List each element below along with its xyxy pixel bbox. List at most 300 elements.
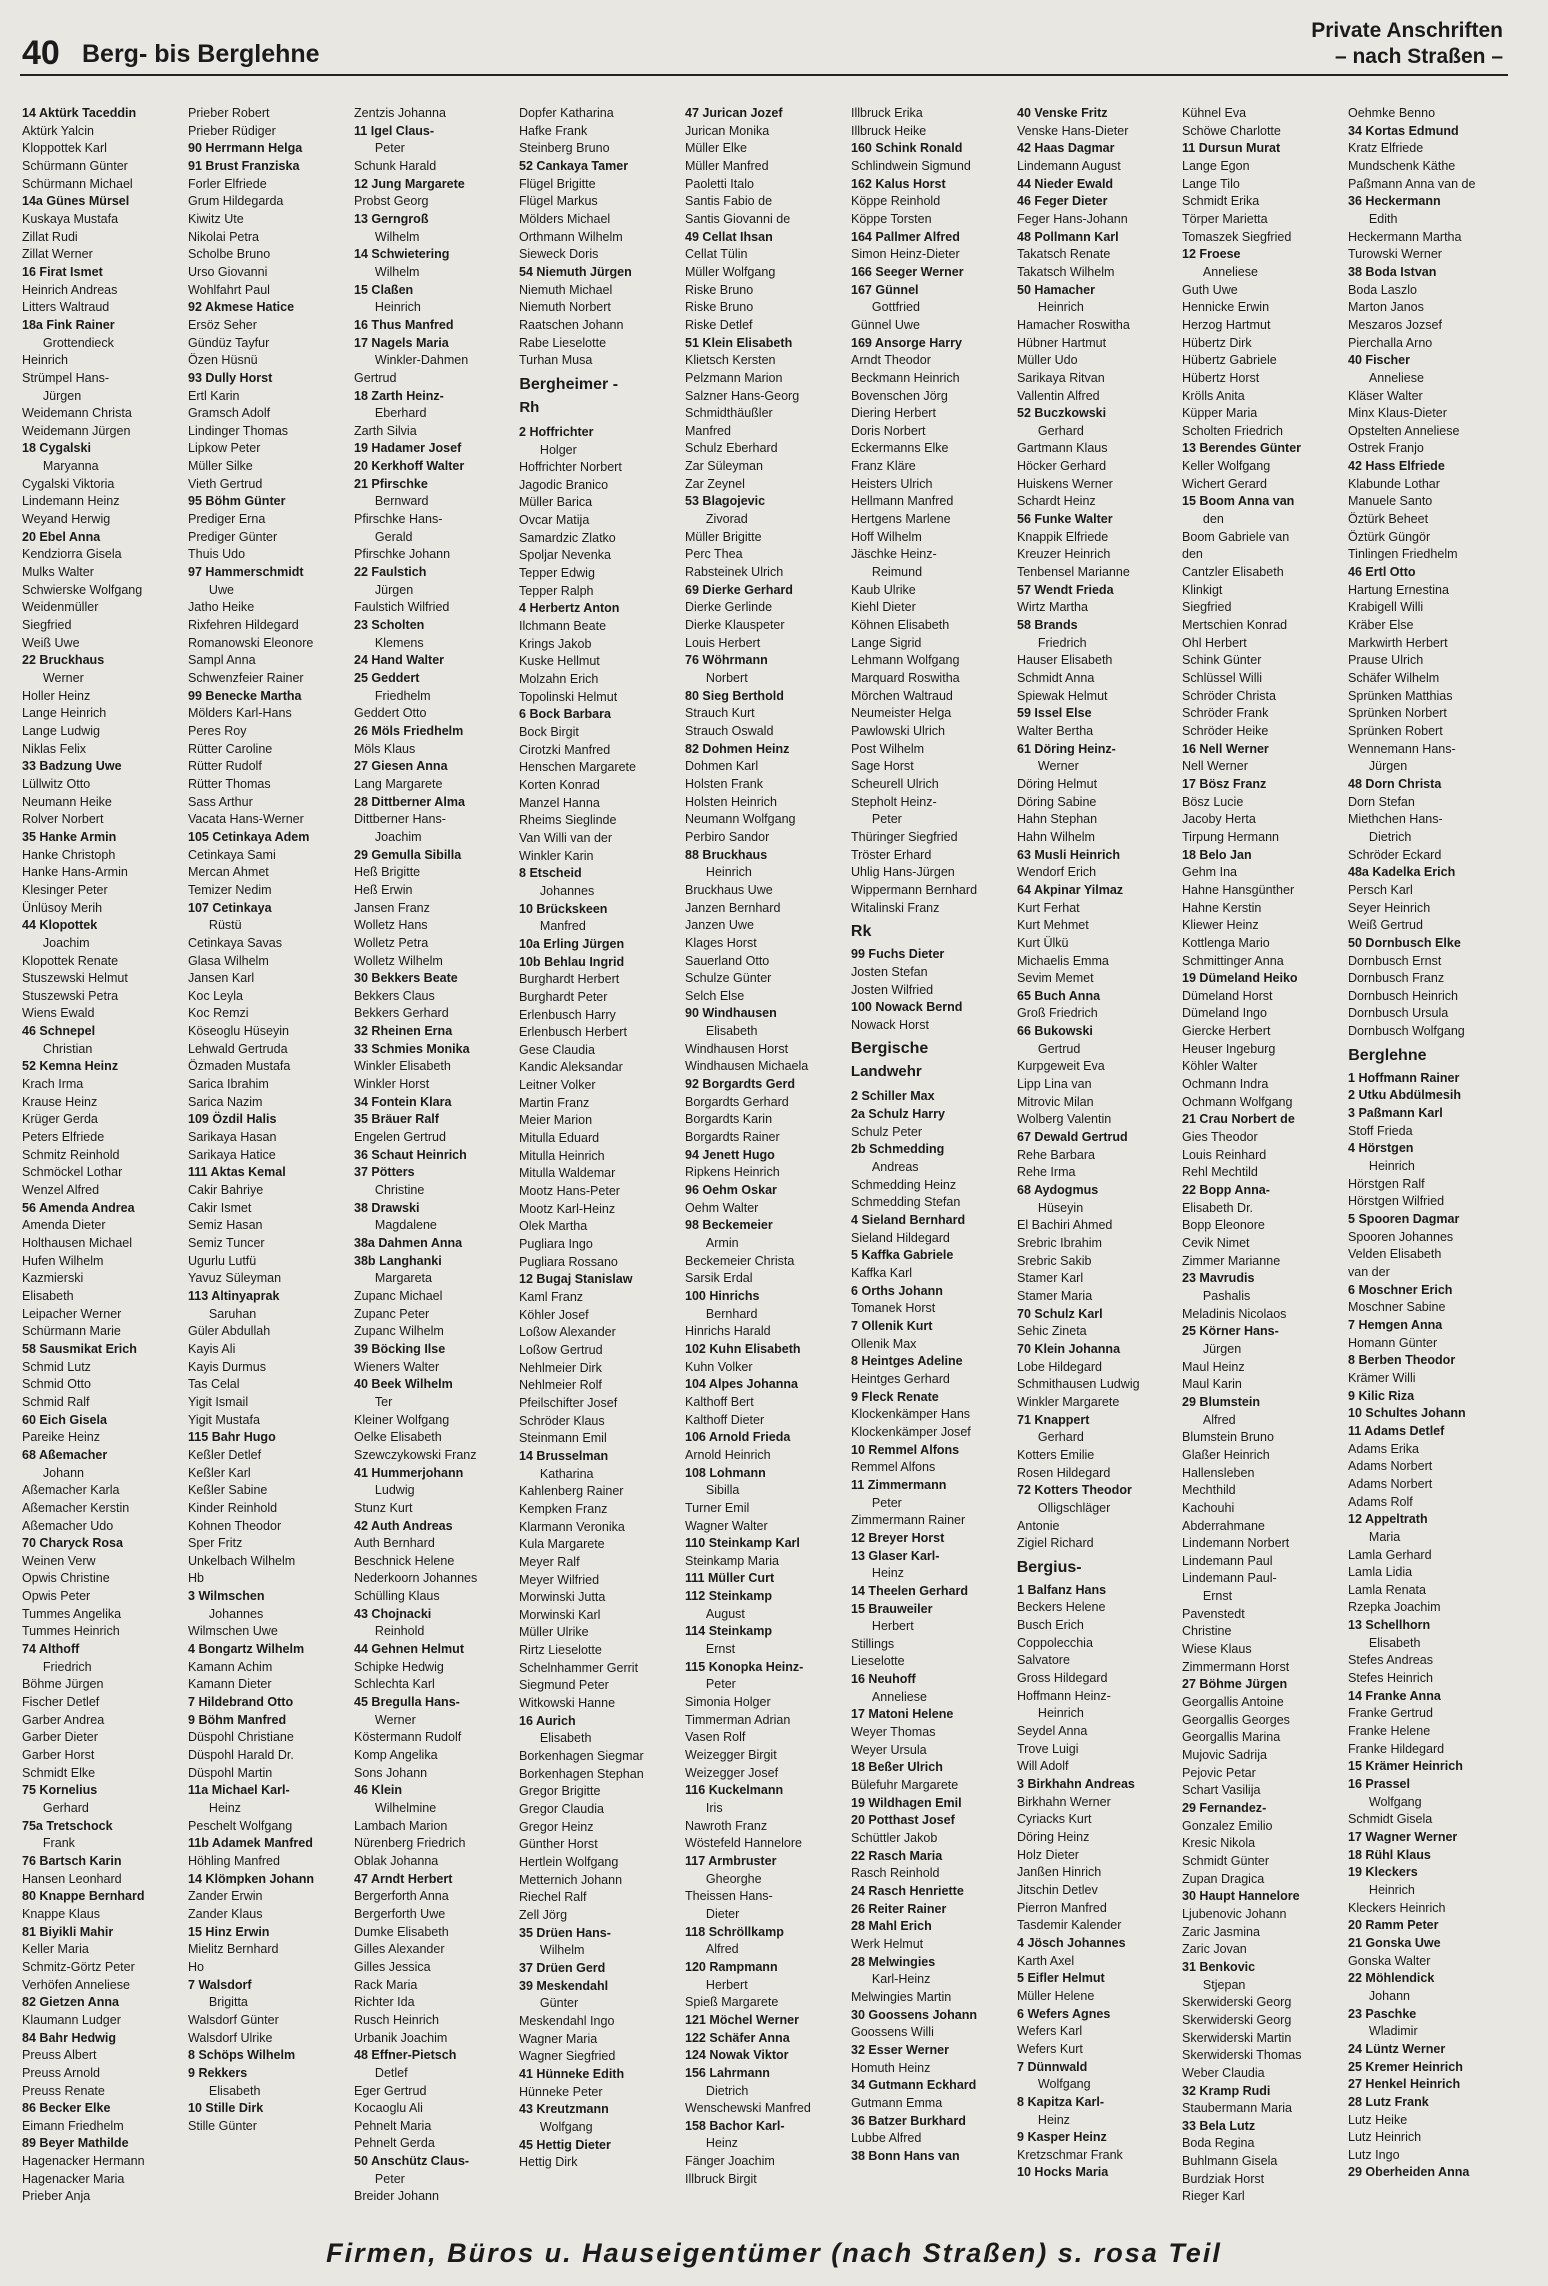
column-6 [851, 104, 1011, 2239]
resident-entry: Heintges Gerhard [850, 1370, 950, 1386]
resident-entry: Nehlmeier Rolf [519, 1377, 603, 1393]
resident-entry: Meladinis Nicolaos [1182, 1305, 1287, 1321]
resident-entry: 4 Bongartz Wilhelm [187, 1641, 304, 1657]
resident-entry: Herbert [706, 1976, 748, 1992]
column-8 [1182, 104, 1342, 2239]
resident-entry: Mitrovic Milan [1016, 1093, 1094, 1109]
resident-entry: Takatsch Wilhelm [1016, 263, 1115, 279]
resident-entry: Metternich Johann [519, 1871, 623, 1887]
resident-entry: Szewczykowski Franz [353, 1446, 477, 1462]
resident-entry: Gregor Heinz [519, 1818, 594, 1834]
resident-entry: 29 Fernandez- [1182, 1800, 1267, 1815]
resident-entry: Preuss Albert [22, 2047, 97, 2063]
resident-entry: Zupanc Michael [353, 1287, 443, 1303]
resident-entry: Lange Ludwig [22, 722, 101, 738]
resident-entry: Gottfried [871, 299, 920, 315]
resident-entry: Klarmann Veronika [519, 1518, 626, 1534]
resident-entry: Sarica Ibrahim [187, 1076, 269, 1092]
resident-entry: Olek Martha [519, 1218, 588, 1234]
resident-entry: Van Willi van der [519, 829, 613, 845]
resident-entry: Schink Günter [1182, 652, 1262, 668]
resident-entry: 107 Cetinkaya [187, 899, 272, 915]
resident-entry: Bergerforth Uwe [353, 1905, 445, 1921]
resident-entry: 2a Schulz Harry [850, 1106, 945, 1122]
resident-entry: 28 Melwingies [850, 1953, 936, 1969]
resident-entry: Schulz Eberhard [685, 440, 778, 456]
resident-entry: Loßow Alexander [519, 1324, 617, 1340]
resident-entry: 99 Fuchs Dieter [850, 946, 945, 962]
resident-entry: Köhler Walter [1182, 1058, 1258, 1074]
resident-entry: Winkler Elisabeth [353, 1058, 451, 1074]
resident-entry: Hafke Frank [519, 122, 588, 138]
resident-entry: Manzel Hanna [519, 794, 601, 810]
resident-entry: 7 Walsdorf [187, 1976, 252, 1992]
resident-entry: Schröder Christa [1182, 687, 1277, 703]
resident-entry: Lipkow Peter [187, 440, 261, 456]
resident-entry: 22 Rasch Maria [850, 1847, 943, 1863]
resident-entry: Santis Giovanni de [685, 210, 791, 226]
resident-entry: Heinz [706, 2135, 739, 2151]
resident-entry: Kaub Ulrike [850, 581, 916, 597]
resident-entry: 48a Kadelka Erich [1348, 864, 1456, 880]
resident-entry: 76 Bartsch Karin [22, 1852, 122, 1868]
resident-entry: Kayis Ali [187, 1340, 236, 1356]
resident-entry: Samardzic Zlatko [519, 529, 617, 545]
resident-entry: 19 Dümeland Heiko [1182, 970, 1299, 986]
resident-entry: Werner [1037, 758, 1079, 774]
resident-entry: 98 Beckemeier [685, 1217, 773, 1233]
resident-entry: 121 Möchel Werner [685, 2011, 800, 2027]
resident-entry: 124 Nowak Viktor [685, 2047, 789, 2063]
resident-entry: Steinmann Emil [519, 1430, 608, 1446]
resident-entry: Schöwe Charlotte [1182, 122, 1282, 138]
resident-entry: 35 Hanke Armin [22, 828, 117, 844]
resident-entry: Klietsch Kersten [685, 352, 776, 368]
resident-entry: Müller Manfred [685, 157, 769, 173]
resident-entry: Hamacher Roswitha [1016, 316, 1130, 332]
resident-entry: Kaml Franz [519, 1289, 584, 1304]
resident-entry: Mundschenk Käthe [1348, 157, 1456, 173]
resident-entry: Prause Ulrich [1348, 652, 1424, 668]
resident-entry: Holler Heinz [22, 687, 91, 703]
resident-entry: Leitner Volker [519, 1077, 596, 1093]
resident-entry: 54 Niemuth Jürgen [519, 263, 633, 279]
resident-entry: 36 Batzer Burkhard [850, 2112, 966, 2128]
resident-entry: Peschelt Wolfgang [187, 1817, 293, 1833]
resident-entry: Hellmann Manfred [850, 493, 954, 509]
resident-entry: Ludwig [374, 1482, 415, 1498]
resident-entry: Höhling Manfred [187, 1852, 280, 1868]
resident-entry: Krabigell Willi [1348, 599, 1424, 615]
resident-entry: 100 Nowack Bernd [850, 999, 963, 1015]
resident-entry: van der [1348, 1264, 1391, 1279]
resident-entry: 69 Dierke Gerhard [685, 581, 794, 597]
resident-entry: Wohlfahrt Paul [187, 281, 270, 297]
resident-entry: 4 Hörstgen [1348, 1140, 1414, 1156]
resident-entry: Peter [871, 1494, 902, 1510]
resident-entry: Nowack Horst [850, 1016, 929, 1032]
resident-entry: Jürgen [1203, 1340, 1242, 1356]
resident-entry: Heß Brigitte [353, 864, 420, 880]
resident-entry: Heinrich [374, 299, 421, 315]
resident-entry: 27 Böhme Jürgen [1182, 1676, 1288, 1692]
resident-entry: 116 Kuckelmann [685, 1782, 784, 1798]
resident-entry: 20 Potthast Josef [850, 1812, 955, 1828]
resident-entry: 26 Reiter Rainer [850, 1900, 947, 1916]
resident-entry: 36 Heckermann [1348, 193, 1441, 209]
resident-entry: Peter [706, 1676, 736, 1692]
resident-entry: Köhler Josef [519, 1306, 589, 1322]
resident-entry: 7 Ollenik Kurt [850, 1318, 933, 1333]
resident-entry: Krach Irma [22, 1076, 84, 1092]
resident-entry: Ilchmann Beate [519, 618, 607, 634]
resident-entry: Dieter [706, 1905, 740, 1921]
resident-entry: Müller Barica [519, 494, 593, 510]
resident-entry: Kottlenga Mario [1182, 934, 1271, 950]
resident-entry: Skerwiderski Martin [1182, 2029, 1292, 2045]
resident-entry: Karl-Heinz [871, 1971, 931, 1987]
resident-entry: Sprünken Robert [1348, 722, 1443, 738]
resident-entry: Keßler Detlef [187, 1446, 261, 1462]
resident-entry: Hb [187, 1570, 204, 1586]
resident-entry: Ugurlu Lutfü [187, 1252, 257, 1268]
resident-entry: Kratz Elfriede [1348, 140, 1424, 156]
resident-entry: August [706, 1605, 746, 1621]
resident-entry: Jürgen [42, 387, 82, 403]
resident-entry: Gheorghe [706, 1870, 762, 1886]
resident-entry: 84 Bahr Hedwig [22, 2029, 116, 2045]
resident-entry: Adams Norbert [1348, 1475, 1433, 1491]
resident-entry: Lehwald Gertruda [187, 1040, 288, 1056]
resident-entry: 39 Böcking Ilse [353, 1340, 445, 1356]
resident-entry: Krämer Willi [1348, 1369, 1416, 1385]
resident-entry: 110 Steinkamp Karl [685, 1535, 801, 1551]
resident-entry: Joachim [374, 828, 422, 844]
resident-entry: Schröder Eckard [1348, 846, 1442, 862]
resident-entry: Leipacher Werner [22, 1305, 122, 1321]
resident-entry: Schunk Harald [353, 157, 436, 173]
resident-entry: 21 Pfirschke [353, 475, 428, 491]
resident-entry: 10 Hocks Maria [1016, 2164, 1108, 2180]
resident-entry: Weiß Uwe [22, 634, 80, 650]
resident-entry: 67 Dewald Gertrud [1016, 1129, 1128, 1145]
resident-entry: 80 Sieg Berthold [685, 687, 784, 703]
resident-entry: Köppe Torsten [850, 210, 932, 226]
resident-entry: 5 Kaffka Gabriele [850, 1247, 954, 1263]
resident-entry: Sper Fritz [187, 1535, 243, 1551]
column-1 [22, 104, 182, 2239]
resident-entry: Müller Wolfgang [685, 263, 776, 279]
resident-entry: Eimann Friedhelm [22, 2117, 124, 2133]
resident-entry: Lindinger Thomas [187, 422, 288, 438]
resident-entry: Pashalis [1203, 1287, 1251, 1303]
resident-entry: Heinrich [1037, 1705, 1084, 1721]
resident-entry: Sass Arthur [187, 793, 253, 809]
resident-entry: 7 Hildebrand Otto [187, 1694, 293, 1710]
resident-entry: Friedhelm [374, 687, 431, 703]
resident-entry: Ovcar Matija [519, 512, 590, 528]
resident-entry: Heinrich [22, 352, 68, 368]
resident-entry: 52 Cankaya Tamer [519, 157, 629, 173]
resident-entry: 9 Rekkers [187, 2064, 247, 2080]
resident-entry: Rirtz Lieselotte [519, 1642, 603, 1658]
resident-entry: 75a Tretschock [22, 1817, 113, 1833]
resident-entry: Riske Bruno [685, 281, 754, 297]
resident-entry: Hauser Elisabeth [1016, 652, 1113, 668]
resident-entry: Zupanc Wilhelm [353, 1323, 444, 1339]
resident-entry: Pugliara Ingo [519, 1236, 594, 1252]
resident-entry: Giercke Herbert [1182, 1023, 1271, 1039]
resident-entry: Stuszewski Petra [22, 987, 119, 1003]
resident-entry: Gross Hildegard [1016, 1670, 1108, 1686]
resident-entry: 2b Schmedding [850, 1141, 945, 1157]
resident-entry: Raatschen Johann [519, 316, 624, 332]
resident-entry: 8 Berben Theodor [1348, 1352, 1456, 1368]
resident-entry: Magdalene [374, 1217, 437, 1233]
resident-entry: Weyand Herwig [22, 511, 111, 527]
resident-entry: Steinberg Bruno [519, 140, 610, 156]
resident-entry: Sarikaya Hatice [187, 1146, 276, 1162]
resident-entry: 52 Buczkowski [1016, 405, 1106, 421]
resident-entry: 40 Fischer [1348, 352, 1411, 368]
resident-entry: Lambach Marion [353, 1817, 447, 1833]
resident-entry: Werner [374, 1711, 416, 1727]
resident-entry: Iris [706, 1800, 723, 1815]
resident-entry: Heuser Ingeburg [1182, 1040, 1276, 1056]
resident-entry: Zander Klaus [187, 1905, 263, 1921]
resident-entry: Marton Janos [1348, 299, 1425, 315]
resident-entry: Heinz [1037, 2111, 1070, 2127]
resident-entry: Özen Hüsnü [187, 352, 258, 368]
resident-entry: Ernst [1203, 1588, 1233, 1604]
resident-entry: Rabe Lieselotte [519, 334, 607, 350]
resident-entry: Beschnick Helene [353, 1552, 454, 1568]
resident-entry: 96 Oehm Oskar [685, 1182, 778, 1198]
resident-entry: Wichert Gerard [1182, 475, 1268, 491]
resident-entry: Schart Vasilija [1182, 1782, 1261, 1798]
resident-entry: Dumke Elisabeth [353, 1923, 449, 1939]
resident-entry: 29 Gemulla Sibilla [353, 846, 461, 862]
resident-entry: 80 Knappe Bernhard [22, 1888, 145, 1904]
resident-entry: Henschen Margarete [519, 759, 637, 775]
resident-entry: Uhlig Hans-Jürgen [850, 864, 955, 880]
resident-entry: Beckemeier Christa [685, 1252, 795, 1268]
resident-entry: Düspohl Harald Dr. [187, 1747, 294, 1763]
resident-entry: 47 Arndt Herbert [353, 1870, 452, 1886]
resident-entry: 164 Pallmer Alfred [850, 228, 960, 244]
resident-entry: Wolfgang [1369, 1793, 1422, 1809]
resident-entry: 81 Biyikli Mahir [22, 1923, 114, 1939]
resident-entry: Burghardt Peter [519, 988, 608, 1004]
resident-entry: Niemuth Norbert [519, 299, 612, 315]
resident-entry: Armin [706, 1235, 739, 1250]
resident-entry: Schmid Lutz [22, 1358, 91, 1374]
resident-entry: Walsdorf Günter [187, 2011, 279, 2027]
resident-entry: Zimmermann Rainer [850, 1512, 966, 1528]
resident-entry: Weizegger Josef [685, 1764, 779, 1780]
resident-entry: Oelke Elisabeth [353, 1429, 442, 1445]
resident-entry: Rzepka Joachim [1348, 1599, 1441, 1615]
resident-entry: Müller Helene [1016, 1987, 1094, 2003]
resident-entry: Cellat Tülin [685, 246, 748, 262]
resident-entry: 42 Auth Andreas [353, 1517, 453, 1533]
resident-entry: 100 Hinrichs [685, 1287, 760, 1303]
resident-entry: Guth Uwe [1182, 281, 1239, 297]
resident-entry: Illbruck Erika [850, 105, 923, 120]
resident-entry: Rüstü [208, 917, 242, 933]
resident-entry: Coppolecchia [1016, 1634, 1093, 1650]
resident-entry: Dittberner Hans- [353, 811, 446, 827]
resident-entry: Prediger Erna [187, 511, 266, 527]
resident-entry: Breider Johann [353, 2188, 439, 2204]
resident-entry: 113 Altinyaprak [187, 1287, 280, 1303]
resident-entry: Heß Erwin [353, 881, 413, 897]
resident-entry: Franke Hildegard [1348, 1740, 1445, 1756]
resident-entry: 24 Lüntz Werner [1348, 2040, 1446, 2056]
resident-entry: Siegfried [22, 617, 72, 633]
resident-entry: Loßow Gertrud [519, 1341, 603, 1357]
resident-entry: Düspohl Martin [187, 1764, 273, 1780]
resident-entry: Zarth Silvia [353, 422, 417, 438]
resident-entry: Olligschläger [1037, 1499, 1111, 1515]
resident-entry: Pavenstedt [1182, 1605, 1246, 1621]
resident-entry: Ohl Herbert [1182, 634, 1248, 650]
resident-entry: Stillings [850, 1635, 895, 1651]
resident-entry: 32 Rheinen Erna [353, 1023, 452, 1039]
resident-entry: 68 Aydogmus [1016, 1182, 1098, 1198]
resident-entry: Rolver Norbert [22, 811, 104, 827]
resident-entry: Müller Udo [1016, 352, 1078, 368]
resident-entry: Eger Gertrud [353, 2082, 426, 2098]
resident-entry: Spoljar Nevenka [519, 547, 612, 563]
resident-entry: 10 Brückskeen [519, 900, 608, 916]
resident-entry: Bülefuhr Margarete [850, 1777, 959, 1793]
resident-entry: Orthmann Wilhelm [519, 228, 624, 244]
resident-entry: 38 Bonn Hans van [850, 2147, 960, 2163]
resident-entry: Louis Herbert [685, 634, 761, 650]
resident-entry: 99 Benecke Martha [187, 687, 302, 703]
resident-entry: Zell Jörg [519, 1906, 568, 1922]
resident-entry: Walter Bertha [1016, 722, 1093, 738]
resident-entry: Ostrek Franjo [1348, 440, 1425, 456]
resident-entry: Schwenzfeier Rainer [187, 670, 304, 685]
resident-entry: Heinrich [1369, 1158, 1416, 1174]
resident-entry: 12 Appeltrath [1348, 1511, 1428, 1527]
resident-entry: 8 Heintges Adeline [850, 1353, 963, 1369]
resident-entry: Dohmen Karl [685, 758, 759, 774]
resident-entry: Nikolai Petra [187, 228, 259, 244]
resident-entry: 89 Beyer Mathilde [22, 2135, 129, 2151]
resident-entry: Dornbusch Ursula [1348, 1005, 1449, 1021]
resident-entry: Pareike Heinz [22, 1429, 100, 1445]
resident-entry: 16 Firat Ismet [22, 263, 103, 279]
resident-entry: Garber Andrea [22, 1711, 105, 1727]
resident-entry: Oehm Walter [685, 1199, 759, 1215]
resident-entry: Zander Erwin [187, 1888, 263, 1904]
resident-entry: Thüringer Siegfried [850, 828, 958, 844]
resident-entry: Rusch Heinrich [353, 2011, 439, 2027]
resident-entry: Arndt Theodor [850, 352, 931, 368]
resident-entry: Wenzel Alfred [22, 1182, 100, 1198]
resident-entry: 46 Schnepel [22, 1023, 96, 1039]
resident-entry: Elisabeth Dr. [1182, 1199, 1254, 1215]
resident-entry: 112 Steinkamp [685, 1588, 773, 1604]
resident-entry: 50 Hamacher [1016, 281, 1095, 297]
resident-entry: 24 Hand Walter [353, 652, 444, 668]
resident-entry: 8 Etscheid [519, 865, 583, 881]
resident-entry: Aktürk Yalcin [22, 122, 94, 138]
resident-entry: Moschner Sabine [1348, 1299, 1446, 1315]
resident-entry: 10b Behlau Ingrid [519, 953, 625, 969]
resident-entry: Spooren Johannes [1348, 1228, 1454, 1244]
resident-entry: Grum Hildegarda [187, 193, 284, 209]
resident-entry: 88 Bruckhaus [685, 846, 768, 862]
resident-entry: Rabsteinek Ulrich [685, 564, 784, 580]
resident-entry: 18 Zarth Heinz- [353, 387, 444, 403]
resident-entry: Pfeilschifter Josef [519, 1394, 618, 1410]
resident-entry: Schülling Klaus [353, 1588, 440, 1604]
resident-entry: Andreas [871, 1159, 919, 1175]
resident-entry: Manfred [685, 422, 732, 438]
resident-entry: Wagner Siegfried [519, 2048, 616, 2064]
resident-entry: 22 Faulstich [353, 564, 426, 580]
resident-entry: Müller Ulrike [519, 1624, 589, 1640]
resident-entry: Ernst [706, 1641, 736, 1657]
resident-entry: 15 Hinz Erwin [187, 1923, 270, 1939]
resident-entry: Dierke Klauspeter [685, 617, 785, 633]
resident-entry: Dorn Stefan [1348, 793, 1416, 809]
resident-entry: 8 Kapitza Karl- [1016, 2093, 1104, 2109]
resident-entry: Schröder Klaus [519, 1412, 606, 1428]
resident-entry: Riechel Ralf [519, 1889, 587, 1905]
resident-entry: Pehnelt Gerda [353, 2135, 435, 2151]
resident-entry: 33 Bela Lutz [1182, 2117, 1256, 2133]
resident-entry: Möls Klaus [353, 740, 415, 756]
resident-entry: 22 Möhlendick [1348, 1970, 1435, 1986]
resident-entry: Norbert [706, 670, 748, 685]
resident-entry: Eckermanns Elke [850, 440, 949, 456]
resident-entry: Arnold Heinrich [685, 1446, 771, 1462]
resident-entry: 49 Cellat Ihsan [685, 228, 773, 244]
resident-entry: Wolberg Valentin [1016, 1111, 1111, 1127]
resident-entry: 70 Schulz Karl [1016, 1305, 1103, 1321]
resident-entry: Neumann Wolfgang [685, 811, 796, 827]
resident-entry: Lange Egon [1182, 157, 1251, 173]
resident-entry: Homann Günter [1348, 1334, 1438, 1350]
resident-entry: Knappe Klaus [22, 1905, 101, 1921]
resident-entry: 19 Wildhagen Emil [850, 1794, 962, 1810]
resident-entry: 91 Brust Franziska [187, 157, 300, 173]
resident-entry: Peter [374, 2170, 405, 2186]
resident-entry: Stepholt Heinz- [850, 793, 937, 809]
resident-entry: Jatho Heike [187, 599, 254, 615]
resident-entry: Fischer Detlef [22, 1694, 100, 1710]
resident-entry: Döring Helmut [1016, 775, 1097, 791]
resident-entry: Wiens Ewald [22, 1005, 95, 1021]
resident-entry: Klockenkämper Hans [850, 1406, 970, 1422]
resident-entry: Rosen Hildegard [1016, 1464, 1111, 1480]
resident-entry: Wefers Kurt [1016, 2040, 1083, 2056]
resident-entry: 95 Böhm Günter [187, 493, 286, 509]
resident-entry: Elisabeth [208, 2082, 261, 2098]
resident-entry: Prieber Rüdiger [187, 122, 276, 138]
resident-entry: 57 Wendt Frieda [1016, 581, 1114, 597]
resident-entry: 23 Scholten [353, 617, 424, 633]
column-7 [1017, 104, 1177, 2239]
resident-entry: 46 Ertl Otto [1348, 564, 1416, 580]
resident-entry: Kalthoff Dieter [685, 1411, 765, 1427]
resident-entry: Salzner Hans-Georg [685, 387, 800, 403]
